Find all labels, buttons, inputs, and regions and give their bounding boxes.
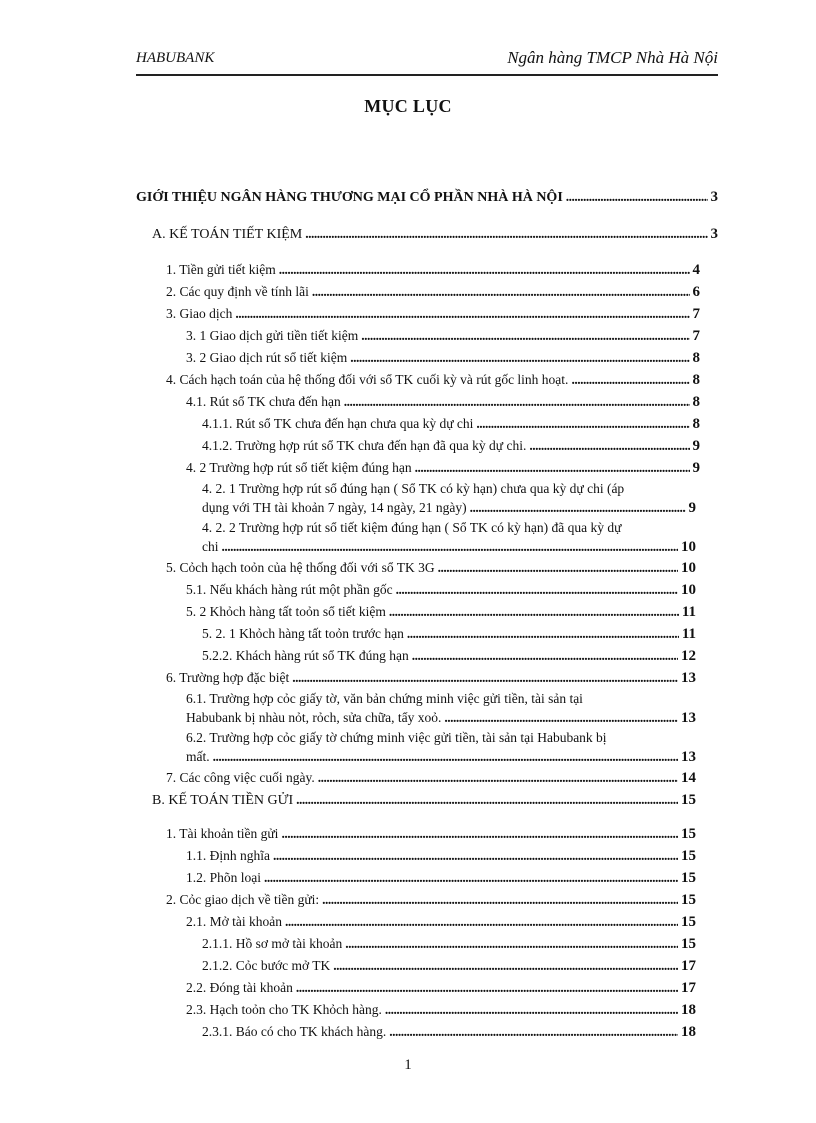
toc-entry-title: 1. Tiền gửi tiết kiệm <box>166 262 276 277</box>
toc-entry-page: 10 <box>681 560 696 576</box>
toc-entry-page: 13 <box>681 749 696 765</box>
page-title: MỤC LỤC <box>364 96 452 116</box>
toc-entry[interactable] <box>136 667 696 689</box>
toc-entry[interactable] <box>136 823 696 845</box>
toc-entry-title: 1.2. Phõn loại <box>186 870 262 885</box>
toc-entry[interactable] <box>136 645 696 667</box>
toc-entry[interactable] <box>136 889 696 911</box>
toc-entry[interactable] <box>136 789 696 811</box>
toc-entry[interactable] <box>136 689 696 728</box>
toc-entry[interactable] <box>136 259 700 281</box>
toc-entry-page: 10 <box>681 539 696 555</box>
toc-entry[interactable] <box>136 435 700 457</box>
toc-entry-title: 4.1. Rút sổ TK chưa đến hạn <box>186 394 341 409</box>
toc-entry-page: 13 <box>681 670 696 686</box>
toc-entry[interactable] <box>136 999 696 1021</box>
header-bank-name: Ngân hàng TMCP Nhà Hà Nội <box>507 48 718 67</box>
toc-entry-page: 15 <box>681 826 696 842</box>
toc-entry-title: 7. Các công việc cuối ngày. <box>166 770 315 785</box>
toc-entry[interactable] <box>136 518 696 557</box>
toc-entry-page: 14 <box>681 770 696 786</box>
toc-entry-page: 15 <box>681 892 696 908</box>
toc-entry-title: B. KẾ TOÁN TIỀN GỬI <box>152 793 294 808</box>
toc-entry-page: 15 <box>681 870 696 886</box>
toc-entry-title: 5. Cỏch hạch toỏn của hệ thống đối với sổ TK 3G <box>166 560 435 575</box>
toc-entry-page: 8 <box>692 394 700 410</box>
toc-entry[interactable] <box>136 623 696 645</box>
toc-entry[interactable] <box>136 867 696 889</box>
toc-entry[interactable] <box>136 391 700 413</box>
page-header <box>136 48 718 76</box>
toc-entry-page: 9 <box>692 438 700 454</box>
toc-entry[interactable] <box>136 413 700 435</box>
toc-entry-page: 8 <box>692 416 700 432</box>
toc-entry-title: 1. Tài khoản tiền gửi <box>166 826 279 841</box>
toc-entry[interactable] <box>136 601 696 623</box>
header-bank-code: HABUBANK <box>136 50 215 66</box>
toc-entry[interactable] <box>136 933 696 955</box>
toc-entry-title: 4. Cách hạch toán của hệ thống đối với sổ TK cuối kỳ và rút gốc linh hoạt. <box>166 372 569 387</box>
toc-entry[interactable] <box>136 767 696 789</box>
toc-entry-title: 5.1. Nếu khách hàng rút một phần gốc <box>186 582 393 597</box>
toc-entry[interactable] <box>136 977 696 999</box>
page-number: 1 <box>404 1057 412 1073</box>
toc-entry[interactable] <box>136 281 700 303</box>
toc-entry-title: 4.1.1. Rút sổ TK chưa đến hạn chưa qua kỳ dự chi <box>202 416 474 431</box>
toc-entry-page: 7 <box>692 328 700 344</box>
toc-entry-title: 2. Các quy định về tính lãi <box>166 284 309 299</box>
toc-entry-page: 4 <box>692 262 700 278</box>
table-of-contents <box>136 186 718 1043</box>
toc-entry-title: 5. 2. 1 Khỏch hàng tất toỏn trước hạn <box>202 626 404 641</box>
toc-entry[interactable] <box>136 303 700 325</box>
toc-entry[interactable] <box>136 325 700 347</box>
toc-entry-title: 4.1.2. Trường hợp rút sổ TK chưa đến hạn đã qua kỳ dự chi. <box>202 438 527 453</box>
toc-entry-page: 15 <box>681 936 696 952</box>
toc-entry[interactable] <box>136 911 696 933</box>
toc-entry-title: 3. 2 Giao dịch rút sổ tiết kiệm <box>186 350 348 365</box>
toc-entry-page: 18 <box>681 1002 696 1018</box>
toc-entry-title: 2.3. Hạch toỏn cho TK Khỏch hàng. <box>186 1002 382 1017</box>
toc-entry[interactable] <box>136 186 718 208</box>
toc-entry[interactable] <box>136 557 696 579</box>
toc-entry-page: 13 <box>681 710 696 726</box>
toc-entry-title: 3. Giao dịch <box>166 306 233 321</box>
toc-entry[interactable] <box>136 369 700 391</box>
toc-entry-page: 15 <box>681 914 696 930</box>
toc-entry-page: 7 <box>692 306 700 322</box>
toc-entry-title: 2. Cỏc giao dịch về tiền gửi: <box>166 892 320 907</box>
toc-entry[interactable] <box>136 457 700 479</box>
toc-entry-title-line2: Habubank bị nhàu nỏt, rỏch, sửa chữa, tẩy xoỏ. <box>186 710 442 725</box>
toc-entry-page: 6 <box>692 284 700 300</box>
toc-entry-page: 10 <box>681 582 696 598</box>
toc-entry-page: 9 <box>692 460 700 476</box>
toc-entry[interactable] <box>136 479 696 518</box>
toc-entry-title-line1: 6.2. Trường hợp cỏc giấy tờ chứng minh việc gửi tiền, tài sản tại Habubank bị <box>186 730 607 745</box>
toc-entry-page: 17 <box>681 958 696 974</box>
toc-entry[interactable] <box>136 1021 696 1043</box>
toc-entry-page: 15 <box>681 848 696 864</box>
toc-entry-page: 8 <box>692 372 700 388</box>
toc-entry-title: 2.1. Mở tài khoản <box>186 914 283 929</box>
toc-entry-page: 15 <box>681 792 696 808</box>
toc-entry[interactable] <box>136 223 718 245</box>
toc-entry-title-line2: chi <box>202 539 219 554</box>
toc-entry-title-line2: mất. <box>186 749 210 764</box>
toc-entry-title-line1: 6.1. Trường hợp cỏc giấy tờ, văn bản chứng minh việc gửi tiền, tài sản tại <box>186 691 583 706</box>
toc-entry-title: 5.2.2. Khách hàng rút sổ TK đúng hạn <box>202 648 409 663</box>
toc-entry-title: 3. 1 Giao dịch gửi tiền tiết kiệm <box>186 328 359 343</box>
toc-entry-title: 4. 2 Trường hợp rút sổ tiết kiệm đúng hạn <box>186 460 412 475</box>
toc-entry-page: 8 <box>692 350 700 366</box>
toc-entry-title: GIỚI THIỆU NGÂN HÀNG THƯƠNG MẠI CỔ PHẦN NHÀ HÀ NỘI <box>136 190 563 205</box>
toc-entry-title: 2.3.1. Báo có cho TK khách hàng. <box>202 1024 387 1039</box>
toc-entry[interactable] <box>136 728 696 767</box>
toc-entry[interactable] <box>136 845 696 867</box>
toc-entry-page: 17 <box>681 980 696 996</box>
toc-entry-title: 5. 2 Khỏch hàng tất toỏn sổ tiết kiệm <box>186 604 386 619</box>
toc-entry-page: 3 <box>710 189 718 205</box>
toc-entry-title-line1: 4. 2. 2 Trường hợp rút sổ tiết kiệm đúng hạn ( Sổ TK có kỳ hạn) đã qua kỳ dự <box>202 520 622 535</box>
toc-entry-title: 2.2. Đóng tài khoản <box>186 980 293 995</box>
toc-entry-page: 12 <box>681 648 696 664</box>
toc-entry-title: 6. Trường hợp đặc biệt <box>166 670 290 685</box>
toc-entry-title-line2: dụng với TH tài khoản 7 ngày, 14 ngày, 21 ngày) <box>202 500 467 515</box>
toc-entry-title: 2.1.2. Cỏc bước mở TK <box>202 958 331 973</box>
toc-entry-title-line1: 4. 2. 1 Trường hợp rút sổ đúng hạn ( Sổ TK có kỳ hạn) chưa qua kỳ dự chi (áp <box>202 481 625 496</box>
toc-entry[interactable] <box>136 347 700 369</box>
toc-entry-page: 11 <box>681 626 696 642</box>
toc-entry[interactable] <box>136 955 696 977</box>
toc-entry-page: 3 <box>710 226 718 242</box>
toc-entry-page: 18 <box>681 1024 696 1040</box>
toc-entry-title: 2.1.1. Hồ sơ mở tài khoản <box>202 936 343 951</box>
toc-entry-page: 11 <box>681 604 696 620</box>
toc-entry[interactable] <box>136 579 696 601</box>
toc-entry-title: A. KẾ TOÁN TIẾT KIỆM <box>152 227 303 242</box>
toc-entry-title: 1.1. Định nghĩa <box>186 848 270 863</box>
toc-entry-page: 9 <box>688 500 696 516</box>
